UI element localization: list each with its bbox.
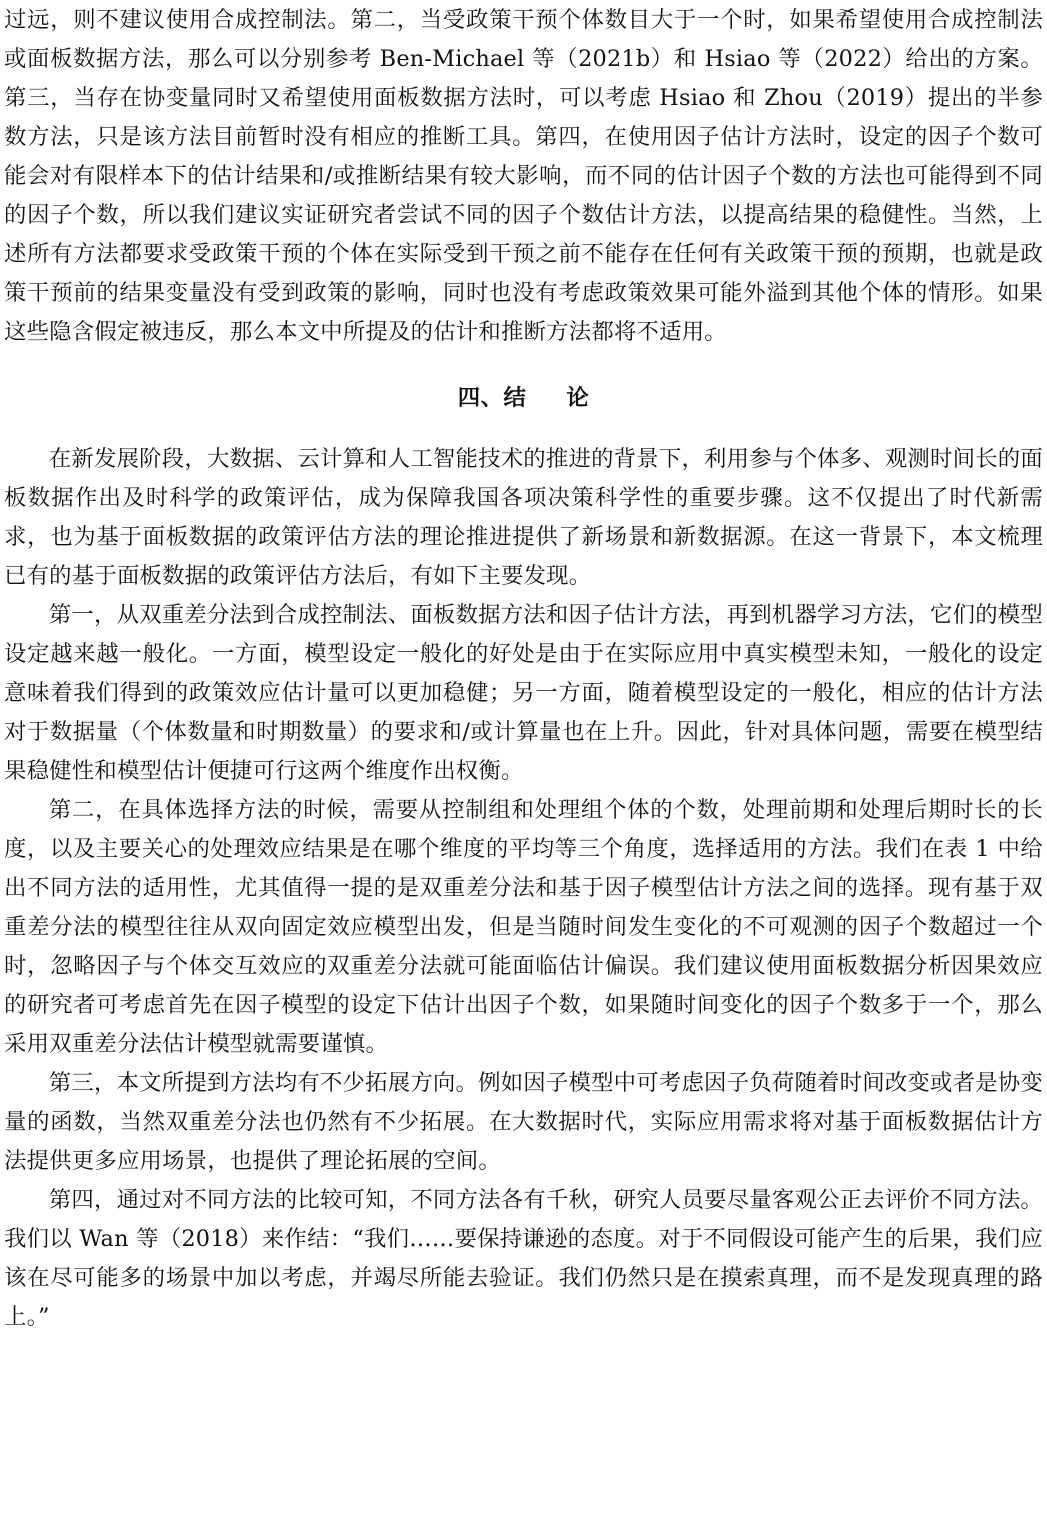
paragraph-finding-1: 第一，从双重差分法到合成控制法、面板数据方法和因子估计方法，再到机器学习方法，它们的模型设定越来越一般化。一方面，模型设定一般化的好处是由于在实际应用中真实模型未知，一般化的设定意味着我们得到的政策效应估计量可以更加稳健；另一方面，随着模型设定的一般化，相应的估计方法对于数据量（个体数量和时期数量）的要求和/或计算量也在上升。因此，针对具体问题，需要在模型结果稳健性和模型估计便捷可行这两个维度作出权衡。 — [4, 602, 1043, 784]
paragraph-continuation: 过远，则不建议使用合成控制法。第二，当受政策干预个体数目大于一个时，如果希望使用合成控制法或面板数据方法，那么可以分别参考 Ben-Michael 等（2021b）和 Hsiao 等（2022）给出的方案。第三，当存在协变量同时又希望使用面板数据方法时，可以考虑 Hsiao 和 Zhou（2019）提出的半参数方法，只是该方法目前暂时没有相应的推断工具。第四，在使用因子估计方法时，设定的因子个数可能会对有限样本下的估计结果和/或推断结果有较大影响，而不同的估计因子个数的方法也可能得到不同的因子个数，所以我们建议实证研究者尝试不同的因子个数估计方法，以提高结果的稳健性。当然，上述所有方法都要求受政策干预的个体在实际受到干预之前不能存在任何有关政策干预的预期，也就是政策干预前的结果变量没有受到政策的影响，同时也没有考虑政策效果可能外溢到其他个体的情形。如果这些隐含假定被违反，那么本文中所提及的估计和推断方法都将不适用。 — [4, 7, 1043, 345]
paragraph-finding-3: 第三，本文所提到方法均有不少拓展方向。例如因子模型中可考虑因子负荷随着时间改变或者是协变量的函数，当然双重差分法也仍然有不少拓展。在大数据时代，实际应用需求将对基于面板数据估计方法提供更多应用场景，也提供了理论拓展的空间。 — [4, 1070, 1043, 1174]
paragraph-finding-2: 第二，在具体选择方法的时候，需要从控制组和处理组个体的个数，处理前期和处理后期时长的长度，以及主要关心的处理效应结果是在哪个维度的平均等三个角度，选择适用的方法。我们在表 1 中给出不同方法的适用性，尤其值得一提的是双重差分法和基于因子模型估计方法之间的选择。现有基于双重差分法的模型往往从双向固定效应模型出发，但是当随时间发生变化的不可观测的因子个数超过一个时，忽略因子与个体交互效应的双重差分法就可能面临估计偏误。我们建议使用面板数据分析因果效应的研究者可考虑首先在因子模型的设定下估计出因子个数，如果随时间变化的因子个数多于一个，那么采用双重差分法估计模型就需要谨慎。 — [4, 797, 1043, 1057]
paragraph-finding-4: 第四，通过对不同方法的比较可知，不同方法各有千秋，研究人员要尽量客观公正去评价不同方法。我们以 Wan 等（2018）来作结：“我们……要保持谦逊的态度。对于不同假设可能产生的后果，我们应该在尽可能多的场景中加以考虑，并竭尽所能去验证。我们仍然只是在摸索真理，而不是发现真理的路上。” — [4, 1187, 1043, 1330]
paragraph-intro: 在新发展阶段，大数据、云计算和人工智能技术的推进的背景下，利用参与个体多、观测时间长的面板数据作出及时科学的政策评估，成为保障我国各项决策科学性的重要步骤。这不仅提出了时代新需求，也为基于面板数据的政策评估方法的理论推进提供了新场景和新数据源。在这一背景下，本文梳理已有的基于面板数据的政策评估方法后，有如下主要发现。 — [4, 446, 1043, 589]
section-heading-part1: 四、结 — [457, 385, 527, 411]
section-heading-conclusion — [4, 352, 1043, 440]
section-heading-part2: 论 — [566, 385, 590, 411]
